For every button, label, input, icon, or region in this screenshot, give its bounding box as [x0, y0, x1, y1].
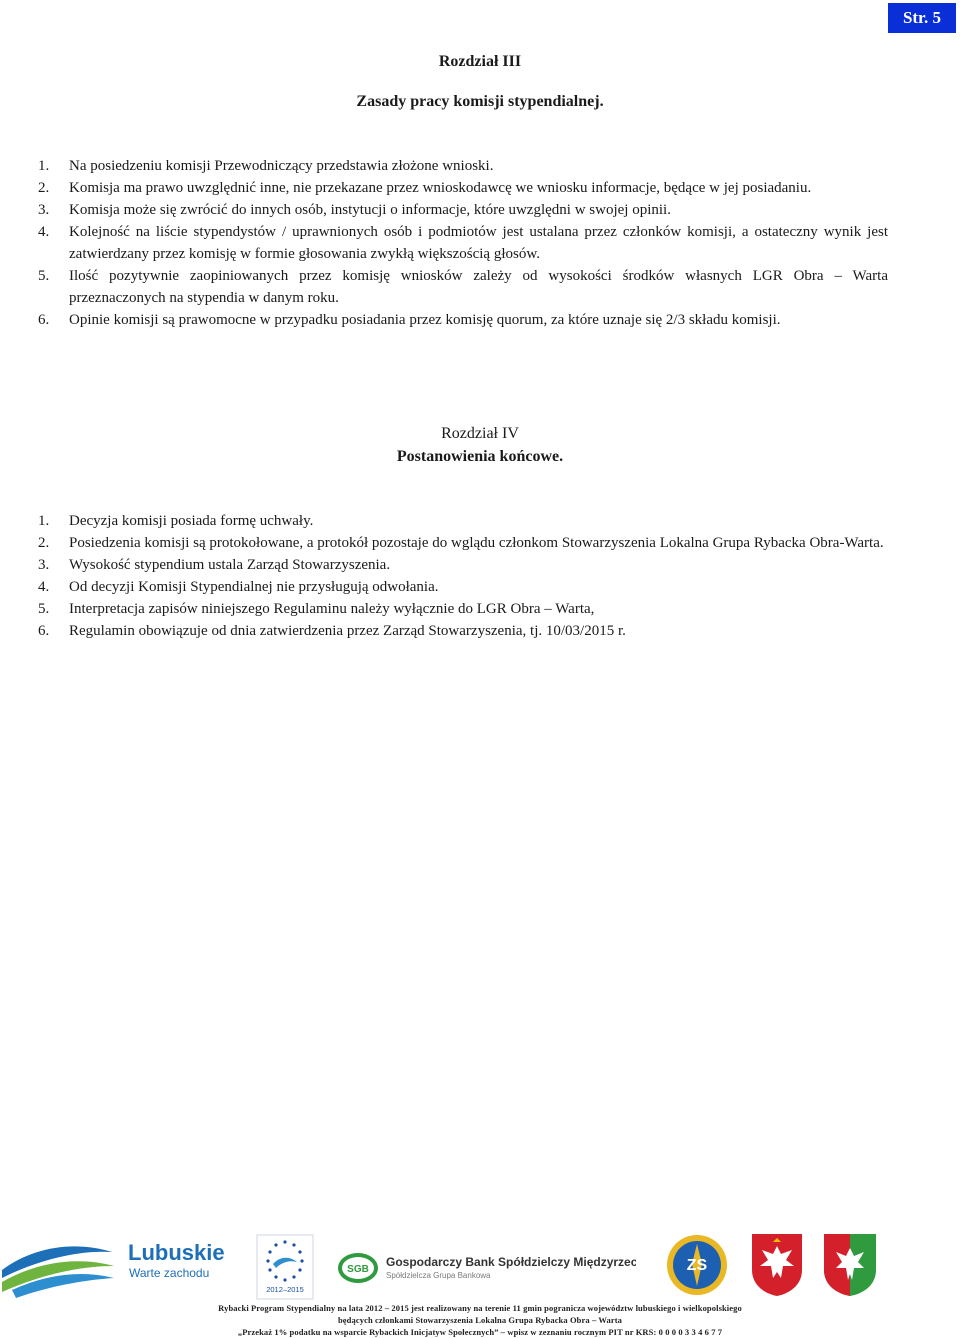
bank-name: Gospodarczy Bank Spółdzielczy Międzyrzecz — [386, 1255, 636, 1269]
chapter-4-subtitle: Postanowienia końcowe. — [396, 448, 564, 465]
list-item — [38, 532, 888, 554]
sponsor-logos — [0, 1226, 960, 1302]
list-item-text: Komisja ma prawo uwzględnić inne, nie przekazane przez wnioskodawcę we wniosku informacje, będące w jej posiadaniu. — [69, 180, 812, 196]
list-item-text: Regulamin obowiązuje od dnia zatwierdzenia przez Zarząd Stowarzyszenia, tj. 10/03/2015 r. — [69, 623, 626, 639]
list-item-number: 5. — [38, 268, 50, 284]
list-item-number: 3. — [38, 202, 50, 218]
sgb-bank-logo — [336, 1246, 636, 1290]
list-item — [38, 309, 888, 331]
list-item-text: Decyzja komisji posiada formę uchwały. — [69, 513, 314, 529]
footer-line-2: będących członkami Stowarzyszenia Lokalna Grupa Rybacka Obra – Warta — [337, 1315, 623, 1325]
lubuskie-coat-of-arms — [822, 1232, 878, 1298]
zs-mark: ZS — [686, 1257, 708, 1274]
list-item-number: 5. — [38, 601, 50, 617]
list-item-text: Ilość pozytywnie zaopiniowanych przez komisję wniosków zależy od wysokości środków własnych LGR Obra – Warta przeznaczonych na stypendia w danym roku. — [69, 268, 888, 306]
list-item — [38, 199, 888, 221]
list-item-text: Kolejność na liście stypendystów / uprawnionych osób i podmiotów jest ustalana przez członków komisji, a ostateczny wynik jest zatwierdzany przez komisję w formie głosowania zwykłą większością głosów. — [69, 224, 888, 262]
eu-program-emblem — [256, 1234, 314, 1300]
list-item-number: 4. — [38, 579, 50, 595]
list-item-number: 1. — [38, 158, 50, 174]
lubuskie-tagline: Warte zachodu — [129, 1266, 210, 1280]
list-item — [38, 177, 888, 199]
list-item-text: Posiedzenia komisji są protokołowane, a protokół pozostaje do wglądu członkom Stowarzyszenia Lokalna Grupa Rybacka Obra-Warta. — [69, 535, 884, 551]
list-item — [38, 576, 888, 598]
list-item-text: Opinie komisji są prawomocne w przypadku posiadania przez komisję quorum, za które uznaje się 2/3 składu komisji. — [69, 312, 781, 328]
sgb-mark: SGB — [347, 1264, 369, 1275]
list-item — [38, 510, 888, 532]
chapter-4-list — [38, 510, 888, 642]
list-item-text: Wysokość stypendium ustala Zarząd Stowarzyszenia. — [69, 557, 391, 573]
list-item — [38, 265, 888, 309]
list-item — [38, 155, 888, 177]
chapter-3-list — [38, 155, 888, 331]
list-item-number: 6. — [38, 623, 50, 639]
list-item-number: 2. — [38, 535, 50, 551]
footer-line-1: Rybacki Program Stypendialny na lata 2012 – 2015 jest realizowany na terenie 11 gmin pogranicza województw lubuskiego i wielkopolskiego — [218, 1303, 742, 1313]
list-item-text: Komisja może się zwrócić do innych osób, instytucji o informacje, które uwzględni w swojej opinii. — [69, 202, 671, 218]
zs-emblem — [664, 1232, 730, 1298]
list-item-number: 2. — [38, 180, 50, 196]
list-item-text: Interpretacja zapisów niniejszego Regulaminu należy wyłącznie do LGR Obra – Warta, — [69, 601, 595, 617]
list-item-number: 3. — [38, 557, 50, 573]
page-number-badge: Str. 5 — [888, 3, 956, 33]
eu-program-years: 2012–2015 — [266, 1285, 304, 1294]
bank-subtitle: Spółdzielcza Grupa Bankowa — [386, 1271, 491, 1280]
list-item-number: 1. — [38, 513, 50, 529]
list-item — [38, 221, 888, 265]
lubuskie-logo — [2, 1230, 224, 1300]
list-item-text: Na posiedzeniu komisji Przewodniczący przedstawia złożone wnioski. — [69, 158, 494, 174]
chapter-3-title: Rozdział III — [438, 53, 522, 70]
list-item — [38, 598, 888, 620]
eagle-coat-of-arms — [748, 1232, 806, 1298]
footer-line-3: „Przekaż 1% podatku na wsparcie Rybackich Inicjatyw Społecznych” – wpisz w zeznaniu rocznym PIT nr KRS: 0 0 0 0 3 3 4 6 7 7 — [237, 1327, 723, 1337]
list-item — [38, 554, 888, 576]
list-item — [38, 620, 888, 642]
list-item-text: Od decyzji Komisji Stypendialnej nie przysługują odwołania. — [69, 579, 439, 595]
lubuskie-name: Lubuskie — [128, 1240, 224, 1265]
chapter-3-subtitle: Zasady pracy komisji stypendialnej. — [356, 93, 604, 110]
list-item-number: 4. — [38, 224, 50, 240]
chapter-4-title: Rozdział IV — [441, 425, 519, 442]
list-item-number: 6. — [38, 312, 50, 328]
